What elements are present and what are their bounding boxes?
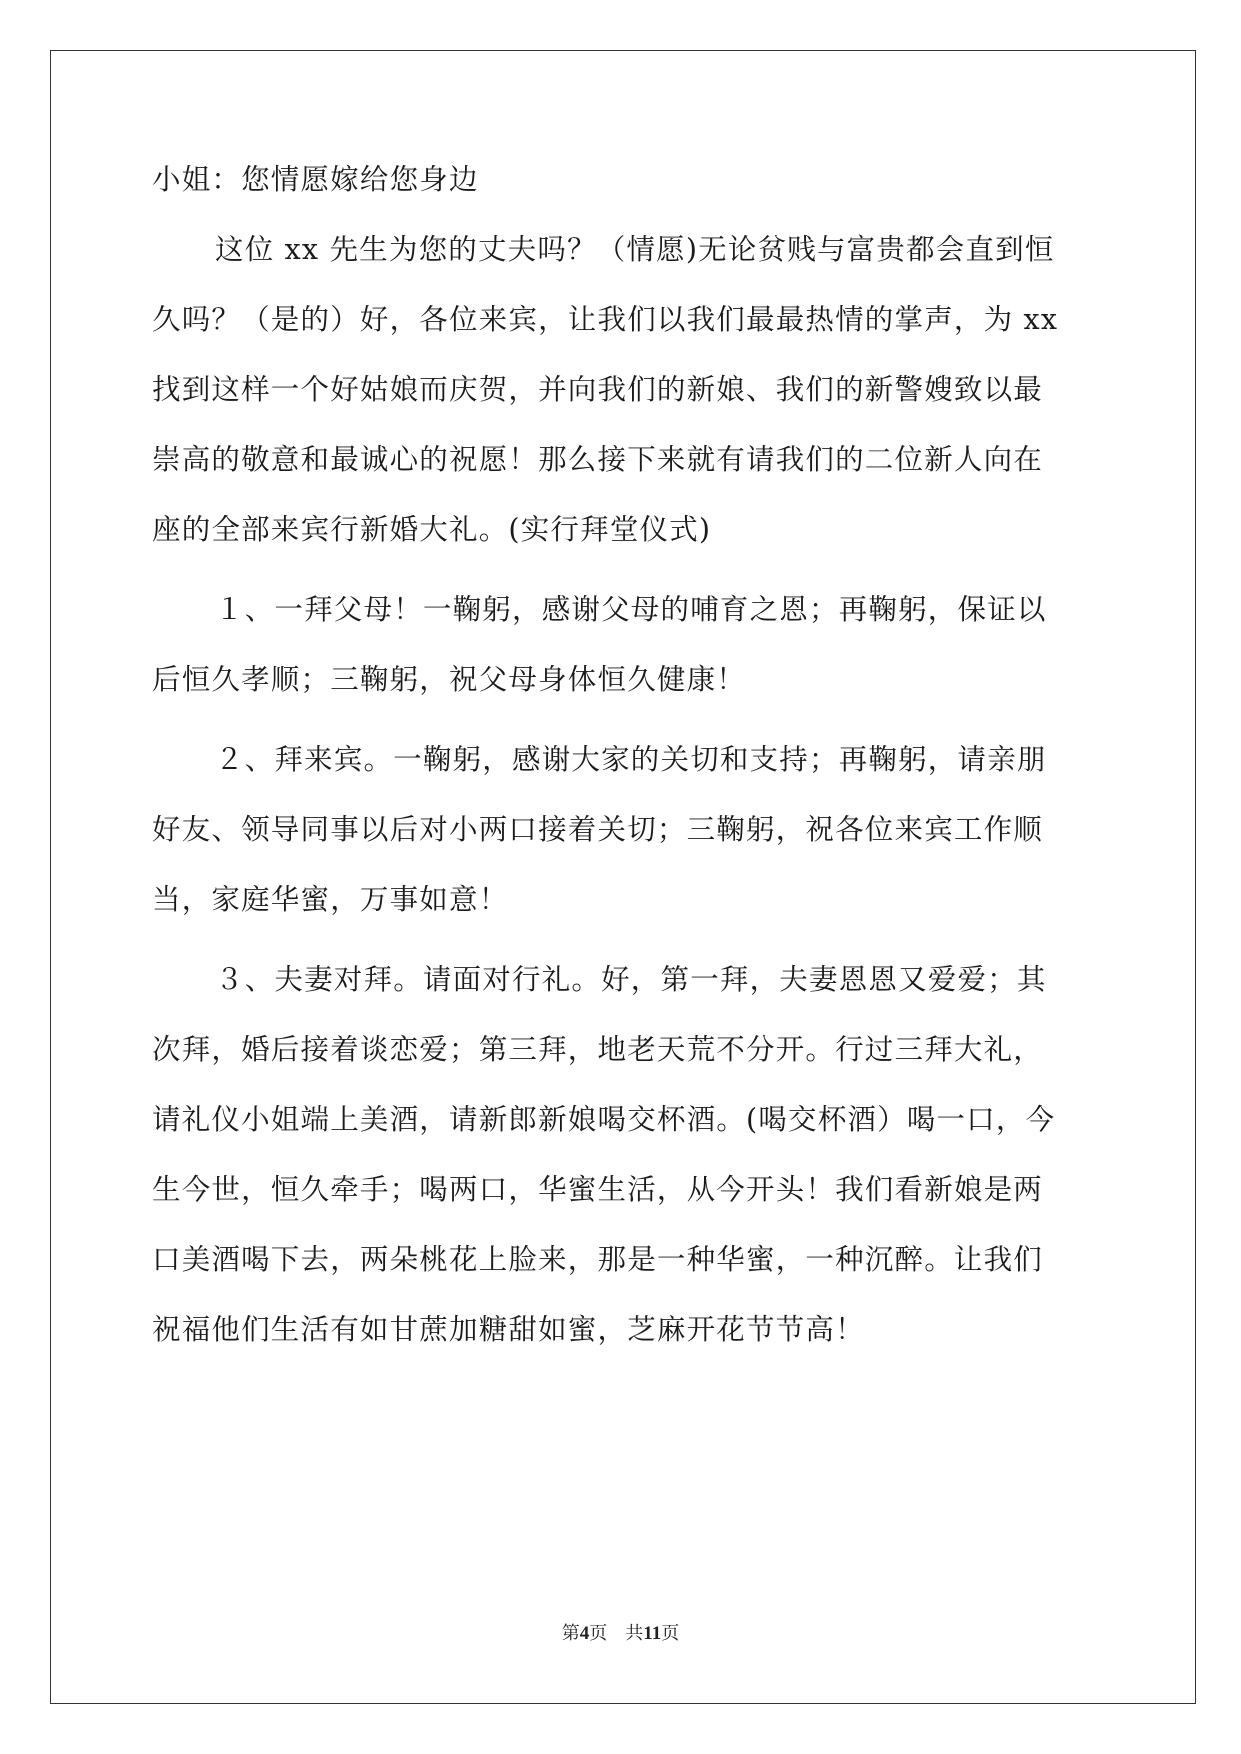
page-current: 4 [579, 1623, 590, 1644]
text-line: 次拜，婚后接着谈恋爱；第三拜，地老天荒不分开。行过三拜大礼， [152, 1033, 1044, 1066]
text-line: 生今世，恒久牵手；喝两口，华蜜生活，从今开头！我们看新娘是两 [152, 1173, 1044, 1206]
text-line: 崇高的敬意和最诚心的祝愿！那么接下来就有请我们的二位新人向在 [152, 443, 1044, 476]
page-border [50, 50, 1196, 1704]
text-line: １、一拜父母！一鞠躬，感谢父母的哺育之恩；再鞠躬，保证以 [215, 593, 1047, 626]
text-line: 当，家庭华蜜，万事如意！ [152, 883, 509, 916]
text-line: 久吗？（是的）好，各位来宾，让我们以我们最最热情的掌声，为 xx [152, 303, 1059, 336]
text-line: 后恒久孝顺；三鞠躬，祝父母身体恒久健康！ [152, 663, 747, 696]
text-line: 小姐：您情愿嫁给您身边 [152, 163, 479, 196]
page-prefix: 第 [561, 1623, 580, 1644]
page-total: 11 [643, 1623, 662, 1644]
text-line: 座的全部来宾行新婚大礼。(实行拜堂仪式) [152, 513, 712, 546]
text-line: 口美酒喝下去，两朵桃花上脸来，那是一种华蜜，一种沉醉。让我们 [152, 1243, 1044, 1276]
total-prefix: 共 [625, 1623, 644, 1644]
text-line: 找到这样一个好姑娘而庆贺，并向我们的新娘、我们的新警嫂致以最 [152, 373, 1044, 406]
text-line: 请礼仪小姐端上美酒，请新郎新娘喝交杯酒。(喝交杯酒）喝一口，今 [152, 1103, 1056, 1136]
text-line: 这位 xx 先生为您的丈夫吗？（情愿)无论贫贱与富贵都会直到恒 [215, 233, 1055, 266]
text-line: ２、拜来宾。一鞠躬，感谢大家的关切和支持；再鞠躬，请亲朋 [215, 743, 1047, 776]
page-suffix: 页 [589, 1623, 608, 1644]
text-line: ３、夫妻对拜。请面对行礼。好，第一拜，夫妻恩恩又爱爱；其 [215, 963, 1047, 996]
page-footer [0, 1622, 1241, 1646]
text-line: 祝福他们生活有如甘蔗加糖甜如蜜，芝麻开花节节高！ [152, 1313, 865, 1346]
total-suffix: 页 [661, 1623, 680, 1644]
text-line: 好友、领导同事以后对小两口接着关切；三鞠躬，祝各位来宾工作顺 [152, 813, 1044, 846]
